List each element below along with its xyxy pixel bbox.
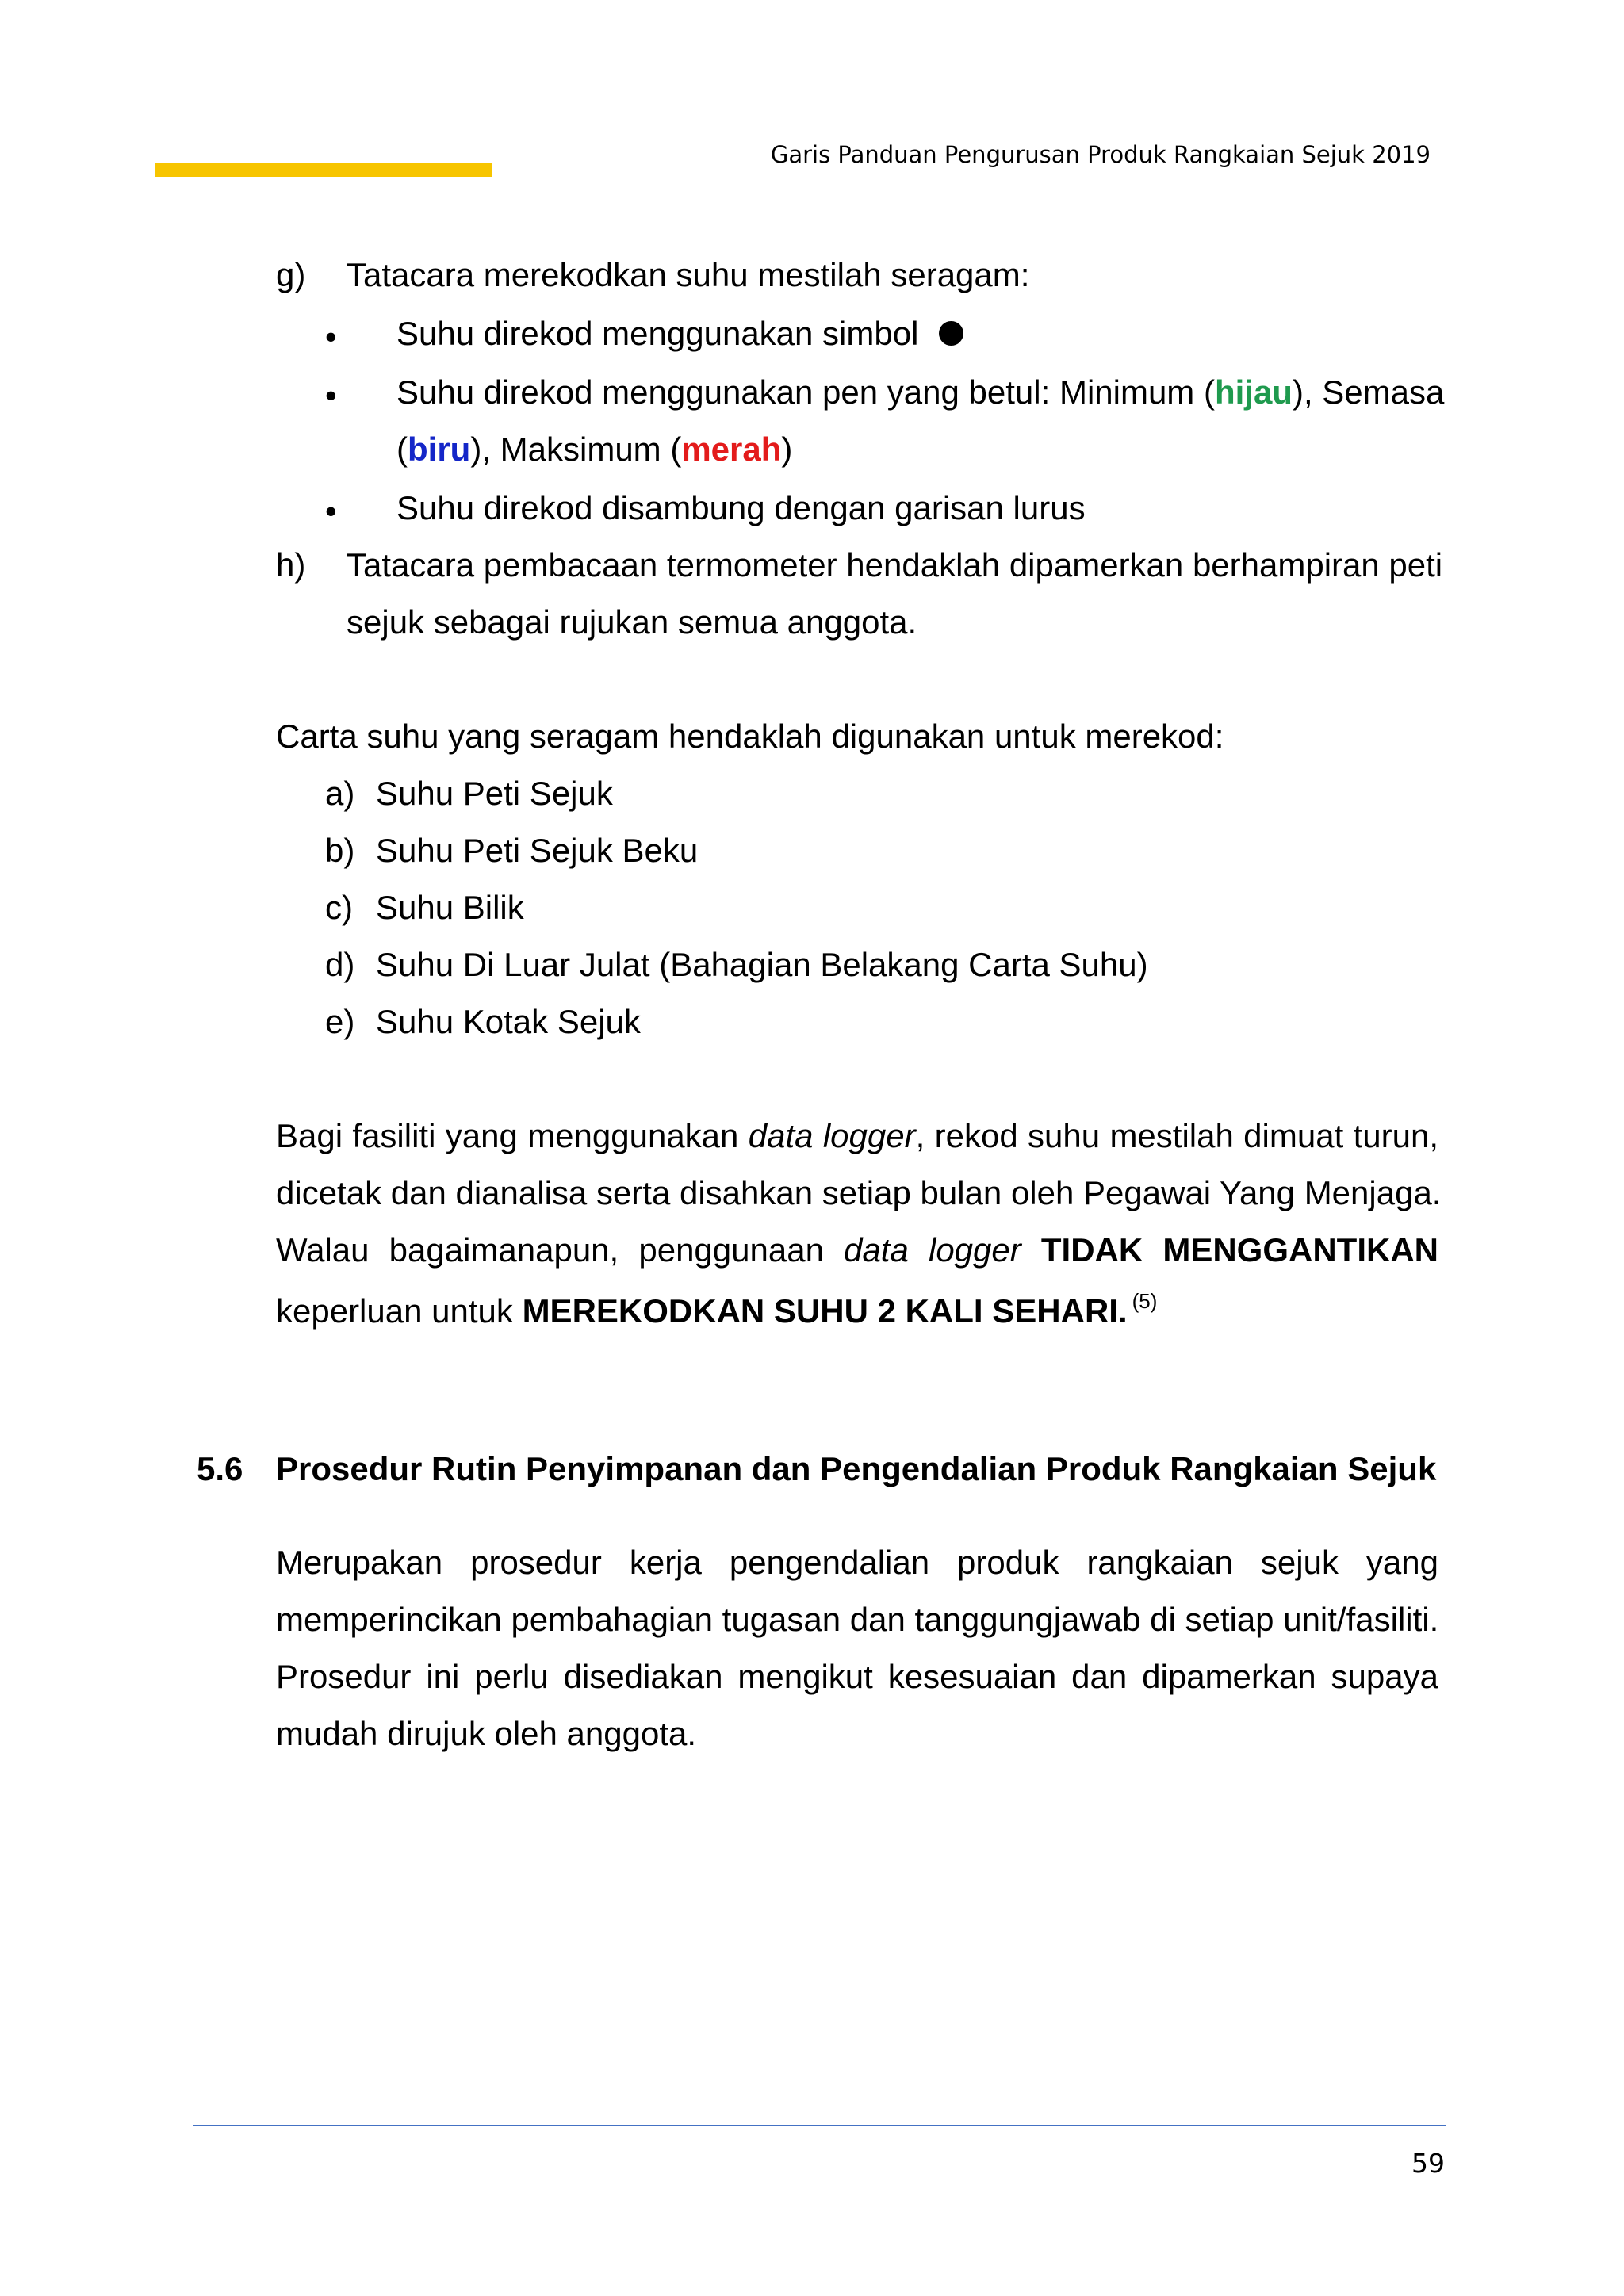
- bullet-2-part2: ), Semasa: [1292, 373, 1445, 411]
- bullet-2-line-1: [396, 373, 1445, 411]
- data-logger-line-4: [276, 1291, 1157, 1328]
- reference-superscript: (5): [1132, 1289, 1158, 1313]
- item-h-line-2: sejuk sebagai rujukan semua anggota.: [347, 603, 917, 641]
- chart-item-b-marker: b): [325, 832, 355, 869]
- chart-item-c-text: Suhu Bilik: [376, 889, 524, 926]
- section-title: Prosedur Rutin Penyimpanan dan Pengendalian Produk Rangkaian Sejuk: [276, 1450, 1437, 1487]
- chart-item-e-marker: e): [325, 1003, 355, 1040]
- bullet-3-text: Suhu direkod disambung dengan garisan lurus: [396, 489, 1086, 526]
- section-para-line-1: Merupakan prosedur kerja pengendalian produk rangkaian sejuk yang: [276, 1544, 1438, 1581]
- data-logger-l3-bold: TIDAK MENGGANTIKAN: [1040, 1231, 1439, 1269]
- data-logger-l1-italic: data logger: [748, 1117, 916, 1154]
- data-logger-l1-b: , rekod suhu mestilah dimuat turun,: [915, 1117, 1438, 1154]
- item-g-text: Tatacara merekodkan suhu mestilah seragam:: [347, 256, 1030, 293]
- bullet-1-marker: •: [325, 318, 337, 355]
- chart-list-intro: Carta suhu yang seragam hendaklah digunakan untuk merekod:: [276, 718, 1224, 755]
- bullet-2-part1: Suhu direkod menggunakan pen yang betul: Minimum (: [396, 373, 1215, 411]
- bullet-2-line-2: [396, 430, 793, 468]
- section-para-line-2: memperincikan pembahagian tugasan dan tanggungjawab di setiap unit/fasiliti.: [276, 1601, 1439, 1638]
- bullet-2-part5: ): [781, 430, 793, 468]
- data-logger-line-3: [276, 1231, 1439, 1269]
- bullet-2-part3: (: [396, 430, 408, 468]
- bullet-1: [396, 317, 963, 350]
- item-h-marker: h): [276, 546, 306, 584]
- green-pen-word: hijau: [1214, 373, 1293, 411]
- header-accent-bar: [155, 163, 492, 177]
- blue-pen-word: biru: [408, 430, 471, 468]
- chart-item-d-text: Suhu Di Luar Julat (Bahagian Belakang Carta Suhu): [376, 946, 1148, 983]
- chart-item-a-marker: a): [325, 775, 355, 812]
- section-number: 5.6: [197, 1450, 243, 1487]
- data-logger-line-1: [276, 1119, 1438, 1153]
- page-number: 59: [1411, 2148, 1445, 2179]
- data-logger-l1-a: Bagi fasiliti yang menggunakan: [276, 1117, 739, 1154]
- header-title: Garis Panduan Pengurusan Produk Rangkaian Sejuk 2019: [770, 141, 1431, 168]
- bullet-2-part4: ), Maksimum (: [470, 430, 682, 468]
- bullet-1-text: Suhu direkod menggunakan simbol: [396, 315, 919, 352]
- section-para-line-4: mudah dirujuk oleh anggota.: [276, 1715, 697, 1752]
- data-logger-l4-bold: MEREKODKAN SUHU 2 KALI SEHARI.: [522, 1292, 1128, 1330]
- chart-item-c-marker: c): [325, 889, 353, 926]
- chart-item-b-text: Suhu Peti Sejuk Beku: [376, 832, 699, 869]
- item-h-line-1: Tatacara pembacaan termometer hendaklah dipamerkan berhampiran peti: [347, 546, 1443, 584]
- filled-circle-icon: [939, 321, 963, 346]
- chart-item-e-text: Suhu Kotak Sejuk: [376, 1003, 641, 1040]
- data-logger-l4-a: keperluan untuk: [276, 1292, 513, 1330]
- data-logger-line-2: dicetak dan dianalisa serta disahkan setiap bulan oleh Pegawai Yang Menjaga.: [276, 1174, 1442, 1211]
- data-logger-l3-italic: data logger: [844, 1231, 1021, 1269]
- red-pen-word: merah: [681, 430, 782, 468]
- chart-item-a-text: Suhu Peti Sejuk: [376, 775, 613, 812]
- section-para-line-3: Prosedur ini perlu disediakan mengikut kesesuaian dan dipamerkan supaya: [276, 1658, 1438, 1695]
- data-logger-l3-a: Walau bagaimanapun, penggunaan: [276, 1231, 824, 1269]
- chart-item-d-marker: d): [325, 946, 355, 983]
- item-g-marker: g): [276, 256, 306, 293]
- bullet-2-marker: •: [325, 377, 337, 414]
- bullet-3-marker: •: [325, 492, 337, 530]
- footer-divider: [193, 2125, 1446, 2126]
